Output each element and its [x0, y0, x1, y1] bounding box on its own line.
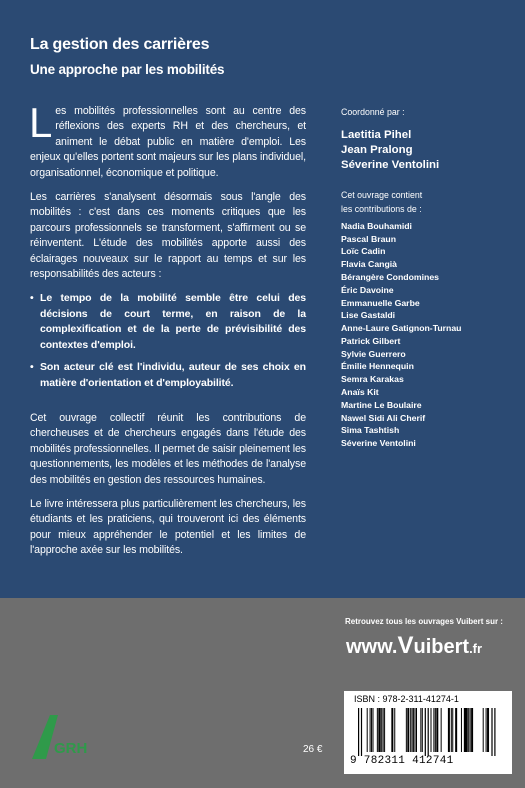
barcode-bar: [431, 708, 432, 752]
barcode-bar: [367, 708, 368, 752]
contributor-name: Semra Karakas: [341, 374, 404, 385]
barcode-bar: [420, 708, 421, 752]
barcode-panel: [344, 691, 512, 774]
contributor-name: Nadia Bouhamidi: [341, 220, 412, 231]
contributor-name: Bérangère Condomines: [341, 271, 439, 282]
barcode-icon: [352, 708, 504, 756]
barcode-bar: [371, 708, 372, 752]
barcode-bar: [384, 708, 385, 752]
barcode-bar: [425, 708, 426, 756]
barcode-bar: [381, 708, 382, 752]
contributor-name: Éric Davoine: [341, 284, 394, 295]
bullet-icon: •: [30, 361, 34, 374]
barcode-bar: [467, 708, 468, 752]
bullet-icon: •: [30, 292, 34, 305]
contributor-name: Nawel Sidi Ali Cherif: [341, 412, 426, 423]
barcode-bar: [391, 708, 393, 752]
barcode-bar: [461, 708, 462, 752]
barcode-bar: [487, 708, 489, 752]
barcode-bar: [471, 708, 473, 752]
summary-paragraph: Le livre intéressera plus particulièrement les chercheurs, les étudiants et les praticiens, qui trouveront ici des éléments pour mieux appréhender le potentiel et les limites de l'approche axée sur les mobilités.: [30, 497, 306, 557]
barcode-bar: [383, 708, 384, 752]
barcode-bar: [455, 708, 457, 752]
summary-paragraph: Les carrières s'analysent désormais sous l'angle des mobilités : c'est dans ces moments critiques que les parcours professionnels se transforment, s'affirment ou se réinventent. L'étude des mobilités apporte aussi des éclairages nouveaux sur le rapport au temps et sur les responsabilités des acteurs :: [30, 191, 306, 281]
barcode-bar: [413, 708, 414, 752]
contributor-name: Anne-Laure Gatignon-Turnau: [341, 323, 462, 334]
barcode-bar: [468, 708, 469, 752]
contributor-name: Loïc Cadin: [341, 246, 386, 257]
coordinated-by-label: Coordonné par :: [341, 107, 405, 117]
publisher-website-link[interactable]: www.Vuibert.fr: [346, 632, 483, 659]
barcode-bar: [373, 708, 374, 752]
barcode-bar: [370, 708, 371, 752]
contributor-name: Flavia Cangià: [341, 259, 398, 270]
barcode-bar: [494, 708, 495, 756]
contributors-list: [341, 220, 511, 450]
key-point: • Son acteur clé est l'individu, auteur de ses choix en matière d'orientation et d'employabilité.: [30, 361, 306, 389]
coordinator-name: Laetitia Pihel: [341, 128, 412, 141]
isbn-text: ISBN : 978-2-311-41274-1: [354, 694, 459, 704]
key-point: • Le tempo de la mobilité semble être celui des décisions de court terme, en raison de la complexification et de la perte de prévisibilité des contextes d'emploi.: [30, 292, 306, 351]
barcode-bar: [415, 708, 416, 752]
coordinator-name: Jean Pralong: [341, 143, 413, 156]
barcode-bar: [486, 708, 487, 752]
publisher-site-label: Retrouvez tous les ouvrages Vuibert sur :: [345, 617, 503, 626]
contributor-name: Pascal Braun: [341, 233, 397, 244]
agrh-logo-icon: [28, 711, 108, 763]
barcode-bar: [377, 708, 378, 752]
barcode-bar: [406, 708, 407, 752]
summary-paragraph: Les mobilités professionnelles sont au centre des réflexions des experts RH et des chercheurs, et animent le débat public en matière d'emploi. Les enjeux qu'elles portent sont majeurs sur les plans individuel, organisationnel, économique et politique.: [29, 99, 306, 179]
barcode-bar: [358, 708, 359, 756]
barcode-bar: [407, 708, 409, 752]
book-subtitle: Une approche par les mobilités: [30, 62, 225, 77]
barcode-bar: [410, 708, 411, 752]
svg-text:GRH: GRH: [54, 740, 88, 757]
barcode-bar: [428, 708, 429, 756]
contributions-intro: Cet ouvrage contient les contributions de :: [341, 190, 423, 215]
contributors-sidebar: [341, 106, 511, 450]
barcode-bar: [380, 708, 381, 752]
price-label: 26 €: [303, 744, 323, 755]
contributor-name: Patrick Gilbert: [341, 335, 401, 346]
coordinators-list: [341, 128, 511, 174]
key-points-list: [30, 291, 306, 390]
contributor-name: Sylvie Guerrero: [341, 348, 406, 359]
barcode-bar: [361, 708, 362, 756]
contributor-name: Martine Le Boulaire: [341, 399, 422, 410]
barcode-number: 9 782311 412741: [350, 755, 454, 767]
contributor-name: Émilie Hennequin: [341, 361, 414, 372]
barcode-bar: [433, 708, 434, 752]
barcode-bar: [470, 708, 471, 752]
contributor-name: Anaïs Kit: [341, 387, 379, 398]
book-title: La gestion des carrières: [30, 36, 210, 53]
barcode-bar: [436, 708, 438, 752]
barcode-bar: [435, 708, 436, 752]
barcode-bar: [483, 708, 484, 752]
barcode-bar: [412, 708, 413, 752]
summary-text: [29, 99, 306, 568]
contributor-name: Lise Gastaldi: [341, 310, 396, 321]
barcode-bar: [448, 708, 450, 752]
barcode-bar: [416, 708, 417, 752]
barcode-bar: [491, 708, 492, 756]
summary-paragraph: Cet ouvrage collectif réunit les contributions de chercheuses et de chercheurs engagés dans l'étude des mobilités professionnelles. Il permet de saisir pleinement les questionnements, les modèles et les méthodes de l'analyse des mobilités en gestion des ressources humaines.: [30, 411, 306, 486]
barcode-bar: [441, 708, 442, 752]
barcode-bar: [452, 708, 453, 752]
contributor-name: Sima Tashtish: [341, 425, 400, 436]
contributor-name: Emmanuelle Garbe: [341, 297, 420, 308]
dropcap-letter: L: [29, 99, 53, 146]
barcode-bar: [451, 708, 452, 752]
coordinator-name: Séverine Ventolini: [341, 159, 440, 172]
barcode-bar: [422, 708, 423, 752]
barcode-bar: [394, 708, 395, 752]
contributor-name: Séverine Ventolini: [341, 438, 416, 449]
